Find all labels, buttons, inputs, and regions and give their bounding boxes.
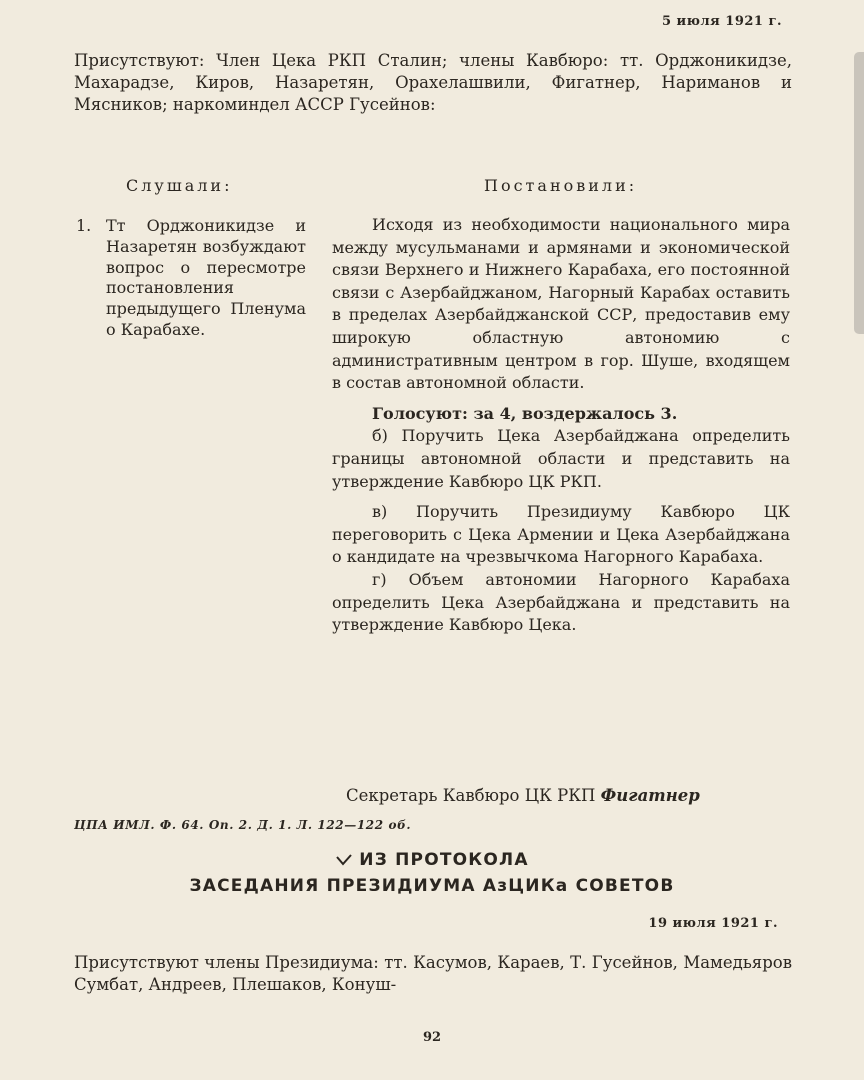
presidium-attendees: Присутствуют члены Президиума: тт. Касумов, Караев, Т. Гусейнов, Мамедьяров Сумбат, Андреев, Плешаков, Конуш-	[74, 953, 792, 994]
archive-reference: ЦПА ИМЛ. Ф. 64. Оп. 2. Д. 1. Л. 122—122 об.	[74, 818, 412, 832]
heard-text: Тт Орджоникидзе и Назаретян возбуждают вопрос о пересмотре постановления предыдущего Пленума о Карабахе.	[106, 216, 306, 339]
scrollbar[interactable]	[854, 52, 864, 334]
heard-column	[76, 216, 306, 341]
signature-title: Секретарь Кавбюро ЦК РКП	[346, 786, 596, 805]
vote-result: Голосуют: за 4, воздержалось 3.	[372, 403, 678, 423]
section-heading-1	[0, 850, 864, 870]
section-heading-2: ЗАСЕДАНИЯ ПРЕЗИДИУМА АзЦИКа СОВЕТОВ	[189, 876, 675, 896]
item-number: 1.	[76, 216, 92, 235]
resolution-g: г) Объем автономии Нагорного Карабаха определить Цека Азербайджана и представить на утверждение Кавбюро Цека.	[332, 569, 790, 635]
signature-line	[346, 786, 700, 805]
protocol-date: 5 июля 1921 г.	[661, 14, 782, 29]
resolved-heading: Постановили:	[484, 176, 638, 195]
heard-heading: Слушали:	[126, 176, 233, 195]
check-mark-icon	[335, 853, 353, 867]
resolution-b: б) Поручить Цека Азербайджана определить границы автономной области и представить на утверждение Кавбюро ЦК РКП.	[332, 426, 790, 491]
resolution-v: в) Поручить Президиуму Кавбюро ЦК переговорить с Цека Армении и Цека Азербайджана о кандидате на чрезвычкома Нагорного Карабаха.	[332, 502, 790, 567]
resolution-main: Исходя из необходимости национального мира между мусульманами и армянами и экономической связи Верхнего и Нижнего Карабаха, его постоянной связи с Азербайджаном, Нагорный Карабах оставить в пределах Азербайджанской ССР, предоставив ему широкую областную автономию с административным центром в гор. Шуше, входящем в состав автономной области.	[332, 215, 790, 393]
signature-name: Фигатнер	[600, 786, 700, 805]
attendees-paragraph: Присутствуют: Член Цека РКП Сталин; члены Кавбюро: тт. Орджоникидзе, Махарадзе, Киров, Назаретян, Орахелашвили, Фигатнер, Нариманов и Мясников; наркоминдел АССР Гусейнов:	[74, 51, 792, 114]
page-number: 92	[422, 1030, 442, 1045]
resolved-column	[332, 214, 790, 637]
section-date: 19 июля 1921 г.	[648, 916, 778, 931]
section-heading-1-text: ИЗ ПРОТОКОЛА	[359, 850, 529, 870]
